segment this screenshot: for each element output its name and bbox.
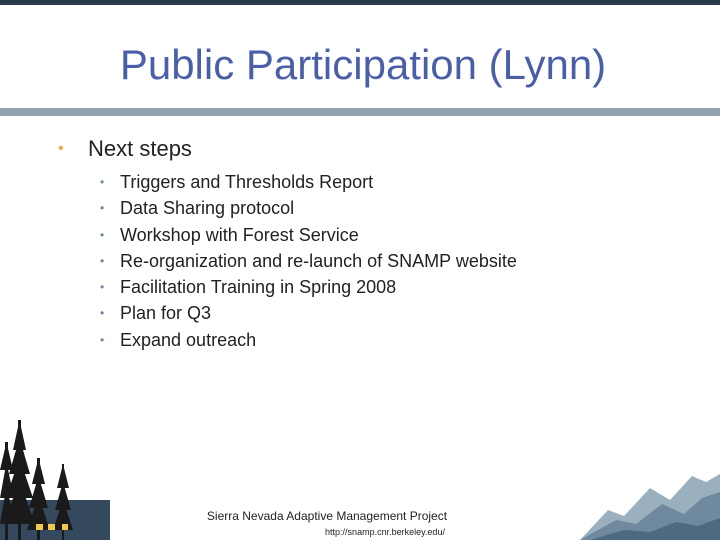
- bullet-icon: •: [100, 253, 105, 268]
- bullet-icon: •: [100, 332, 105, 347]
- bullet-icon: •: [100, 306, 105, 321]
- bullet-icon: •: [100, 201, 105, 216]
- sub-bullet-list: [58, 169, 698, 353]
- list-item-label: Expand outreach: [120, 329, 257, 350]
- list-item: [90, 300, 698, 326]
- list-item: [90, 248, 698, 274]
- bullet-icon: •: [58, 140, 64, 157]
- top-border: [0, 0, 720, 5]
- list-item-label: Workshop with Forest Service: [120, 224, 359, 245]
- bullet-icon: •: [100, 280, 105, 295]
- list-item: [90, 327, 698, 353]
- bullet-icon: •: [100, 175, 105, 189]
- list-item-label: Plan for Q3: [120, 303, 212, 324]
- list-item: [90, 274, 698, 300]
- list-item-label: Data Sharing protocol: [120, 198, 295, 219]
- list-item: [90, 195, 698, 221]
- list-item-label: Facilitation Training in Spring 2008: [120, 277, 397, 298]
- main-bullet-item: [58, 135, 698, 163]
- slide-content: [58, 135, 698, 353]
- slide-title: Public Participation (Lynn): [119, 41, 607, 88]
- footer-url: http://snamp.cnr.berkeley.edu/: [325, 527, 445, 537]
- list-item-label: Re-organization and re-launch of SNAMP website: [120, 250, 517, 271]
- main-bullet-label: Next steps: [88, 136, 192, 161]
- list-item-label: Triggers and Thresholds Report: [120, 172, 374, 192]
- bullet-icon: •: [100, 227, 105, 242]
- footer-project-name: Sierra Nevada Adaptive Management Project: [206, 509, 448, 523]
- list-item: [90, 222, 698, 248]
- title-divider: [0, 108, 720, 116]
- list-item: [90, 169, 698, 195]
